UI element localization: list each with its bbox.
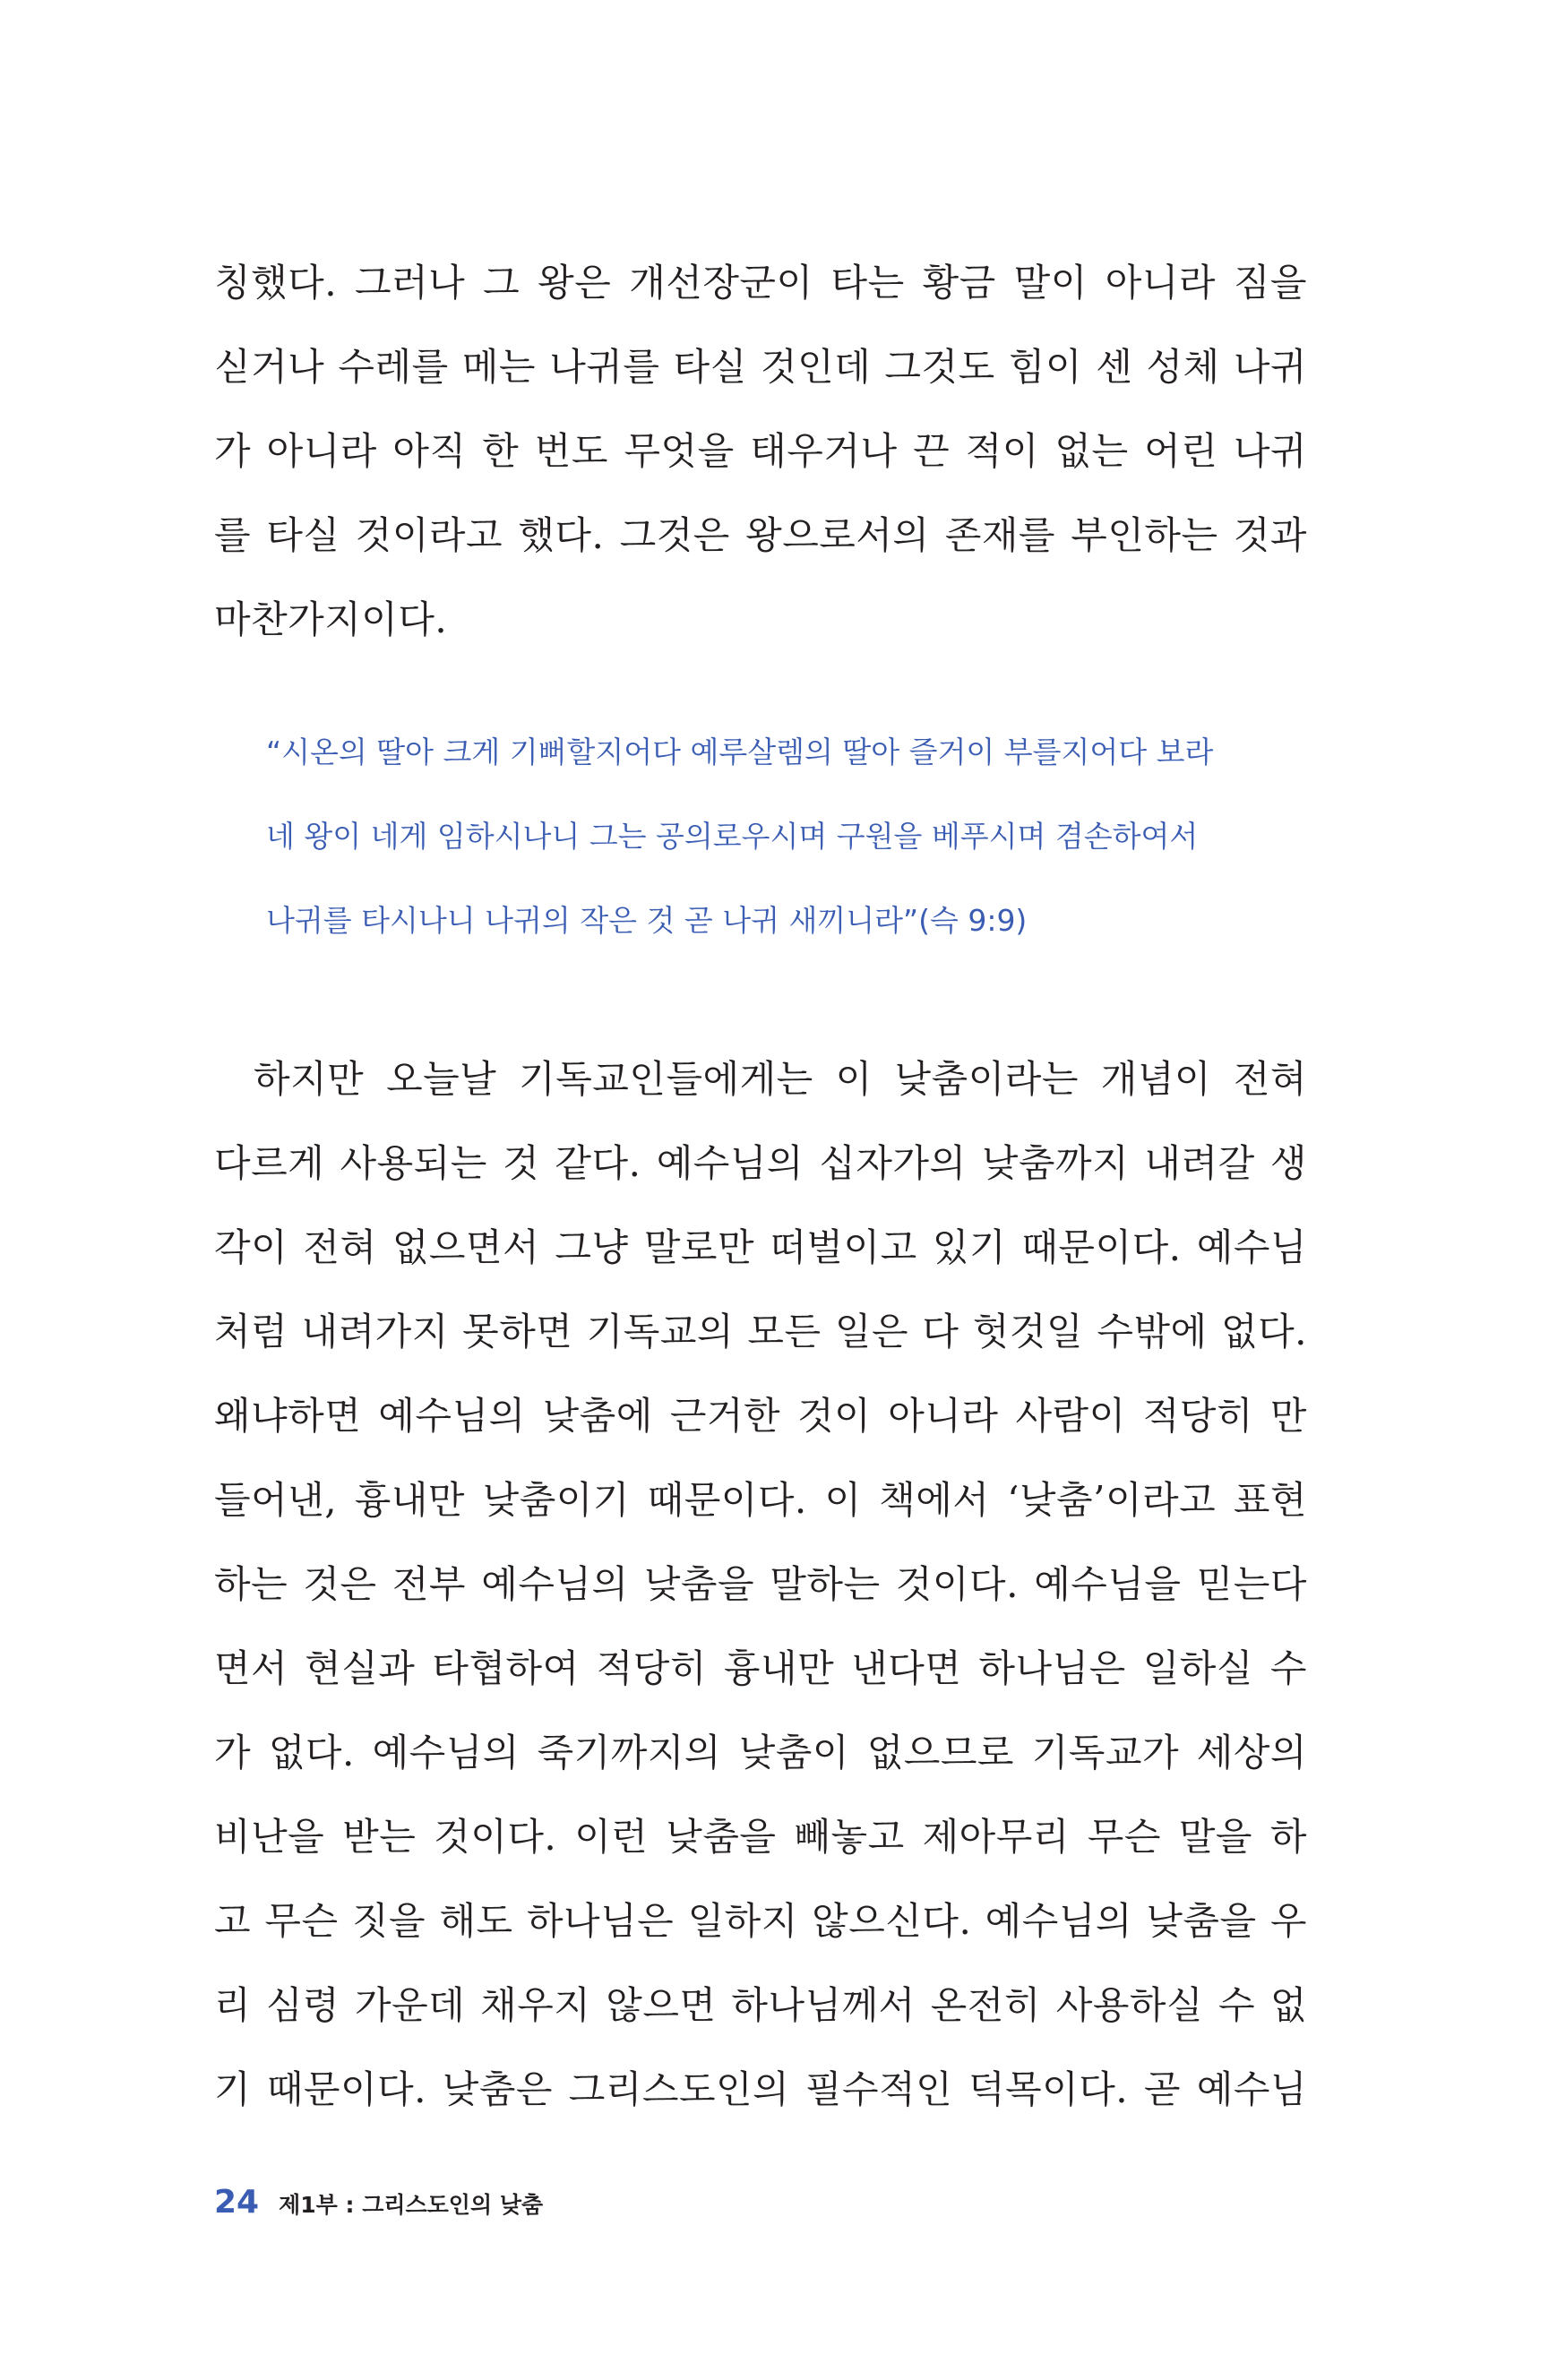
body-text-line: 를 타실 것이라고 했다. 그것은 왕으로서의 존재를 부인하는 것과 (214, 513, 1307, 557)
quote-line: 네 왕이 네게 임하시나니 그는 공의로우시며 구원을 베푸시며 겸손하여서 (266, 819, 1199, 854)
body-text-line: 면서 현실과 타협하여 적당히 흉내만 낸다면 하나님은 일하실 수 (214, 1646, 1307, 1690)
body-text-line: 하는 것은 전부 예수님의 낮춤을 말하는 것이다. 예수님을 믿는다 (214, 1562, 1307, 1606)
body-text-line: 가 없다. 예수님의 죽기까지의 낮춤이 없으므로 기독교가 세상의 (214, 1731, 1307, 1774)
page-footer (214, 2184, 543, 2229)
body-text-line: 고 무슨 짓을 해도 하나님은 일하지 않으신다. 예수님의 낮춤을 우 (214, 1899, 1307, 1943)
body-text-line: 기 때문이다. 낮춤은 그리스도인의 필수적인 덕목이다. 곧 예수님 (214, 2067, 1307, 2111)
running-title: 제1부 : 그리스도인의 낮춤 (279, 2192, 544, 2218)
body-text-line: 리 심령 가운데 채우지 않으면 하나님께서 온전히 사용하실 수 없 (214, 1983, 1307, 2027)
body-text-line: 들어낸, 흉내만 낮춤이기 때문이다. 이 책에서 ‘낮춤’이라고 표현 (214, 1478, 1307, 1522)
body-text-line: 처럼 내려가지 못하면 기독교의 모든 일은 다 헛것일 수밖에 없다. (214, 1310, 1307, 1353)
quote-line: “시온의 딸아 크게 기뻐할지어다 예루살렘의 딸아 즐거이 부를지어다 보라 (266, 735, 1214, 769)
body-text-line: 왜냐하면 예수님의 낮춤에 근거한 것이 아니라 사람이 적당히 만 (214, 1394, 1307, 1438)
body-text-line: 각이 전혀 없으면서 그냥 말로만 떠벌이고 있기 때문이다. 예수님 (214, 1225, 1307, 1269)
page-number: 24 (214, 2184, 260, 2221)
body-text-line: 하지만 오늘날 기독교인들에게는 이 낮춤이라는 개념이 전혀 (254, 1057, 1307, 1101)
body-text-line: 싣거나 수레를 메는 나귀를 타실 것인데 그것도 힘이 센 성체 나귀 (214, 345, 1307, 389)
body-text-line: 칭했다. 그러나 그 왕은 개선장군이 타는 황금 말이 아니라 짐을 (214, 261, 1307, 305)
body-text-line: 마찬가지이다. (214, 597, 448, 641)
body-text-line: 다르게 사용되는 것 같다. 예수님의 십자가의 낮춤까지 내려갈 생 (214, 1141, 1307, 1185)
body-text-line: 가 아니라 아직 한 번도 무엇을 태우거나 끈 적이 없는 어린 나귀 (214, 429, 1307, 473)
quote-line: 나귀를 타시나니 나귀의 작은 것 곧 나귀 새끼니라”(슥 9:9) (266, 903, 1028, 938)
body-text-line: 비난을 받는 것이다. 이런 낮춤을 빼놓고 제아무리 무슨 말을 하 (214, 1815, 1307, 1859)
